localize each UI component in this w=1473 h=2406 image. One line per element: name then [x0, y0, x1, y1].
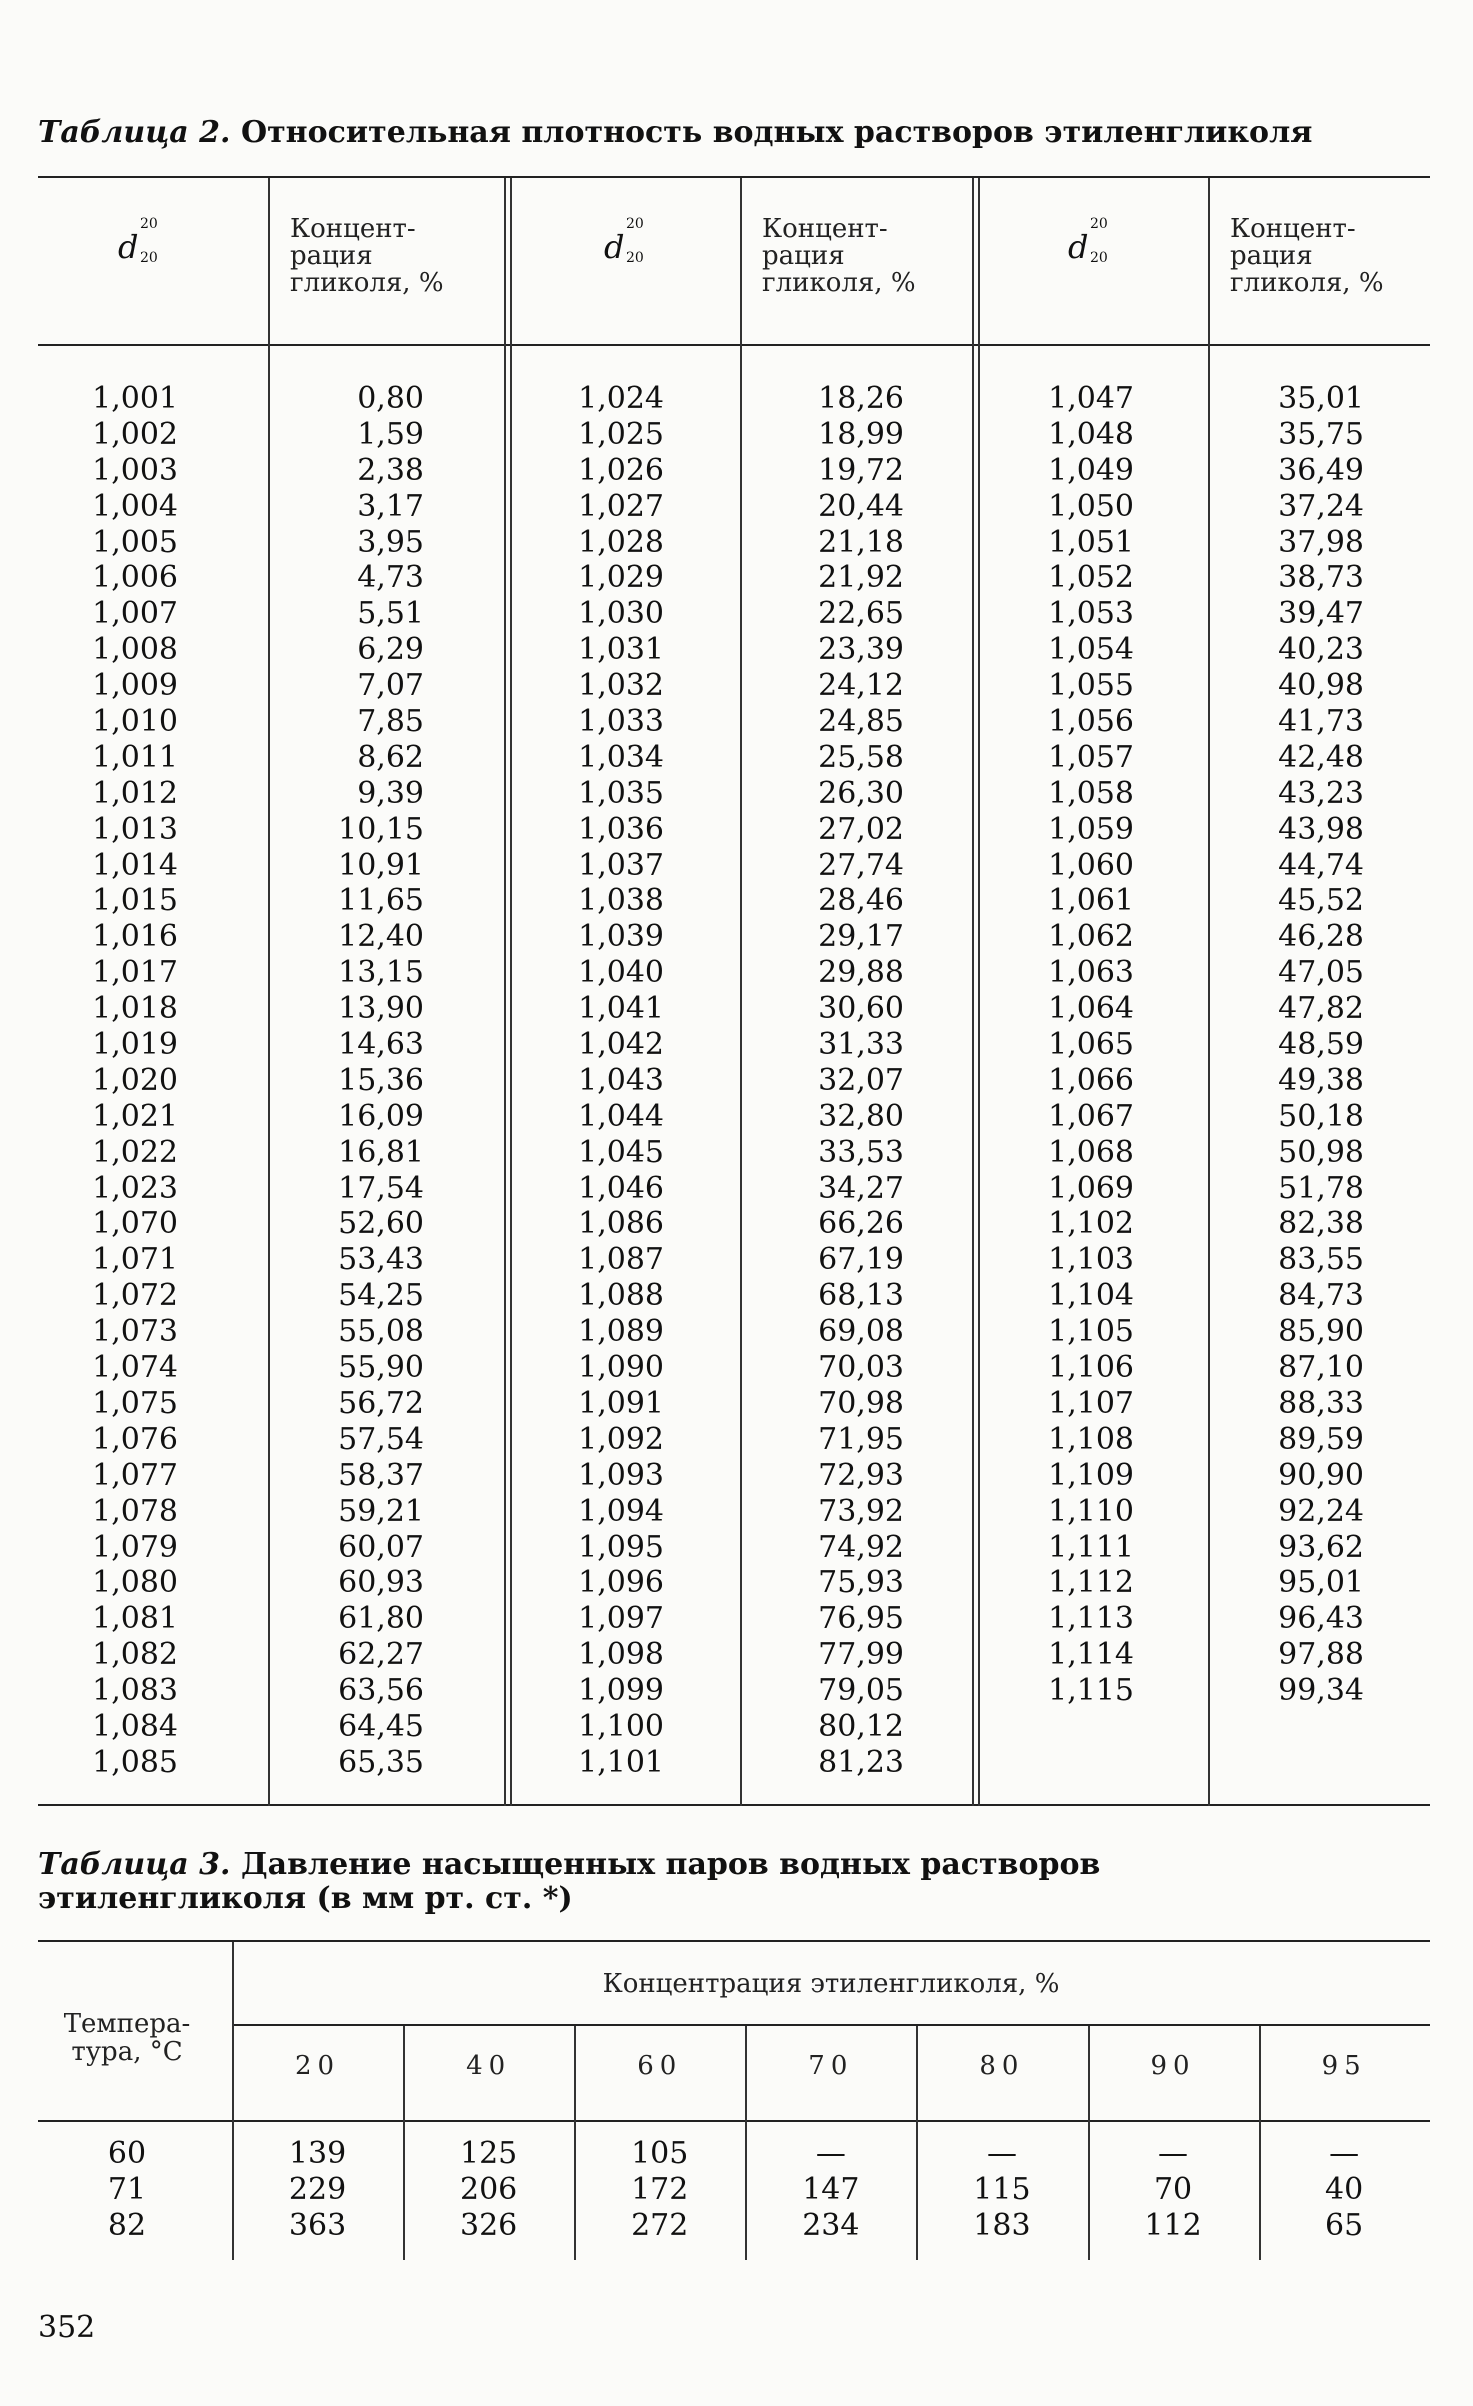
table-cell: 3,17	[357, 488, 424, 524]
table2-top-rule	[38, 176, 1430, 178]
pressure-cell: 105	[631, 2136, 689, 2171]
concentration-subheader: 40	[466, 2051, 512, 2081]
table-cell: 1,084	[92, 1708, 178, 1744]
table-cell: 56,72	[338, 1385, 424, 1421]
table-cell: 1,098	[578, 1637, 664, 1673]
table-cell: 1,063	[1048, 955, 1134, 991]
table2-caption-text: Относительная плотность водных растворов этиленгликоля	[240, 115, 1313, 150]
table-cell: 64,45	[338, 1708, 424, 1744]
table-cell: 71,95	[818, 1421, 904, 1457]
table-cell: 6,29	[357, 632, 424, 668]
table-cell: 1,106	[1048, 1350, 1134, 1386]
density-column	[538, 381, 664, 1781]
table-cell: 24,12	[818, 668, 904, 704]
density-header: d 20 20	[604, 216, 644, 266]
table-cell: 1,060	[1048, 847, 1134, 883]
table-cell: 13,15	[338, 955, 424, 991]
table-cell: 1,097	[578, 1601, 664, 1637]
pressure-cell: 65	[1325, 2208, 1364, 2243]
table-cell: 1,041	[578, 991, 664, 1027]
table-cell: 1,020	[92, 1062, 178, 1098]
table2-caption	[38, 116, 1438, 150]
table-cell: 1,086	[578, 1206, 664, 1242]
table-cell: 1,087	[578, 1242, 664, 1278]
table-cell: 1,039	[578, 919, 664, 955]
pressure-cell: 326	[460, 2208, 518, 2243]
table-cell: 82,38	[1278, 1206, 1364, 1242]
table-cell: 18,99	[818, 416, 904, 452]
table-cell: 16,81	[338, 1134, 424, 1170]
table-cell: 70,03	[818, 1350, 904, 1386]
table3-header-rule	[38, 2120, 1430, 2122]
table2-divider	[740, 178, 742, 1806]
table-cell: 20,44	[818, 488, 904, 524]
table-cell: 21,18	[818, 524, 904, 560]
table-cell: 1,029	[578, 560, 664, 596]
table-cell: 87,10	[1278, 1350, 1364, 1386]
table-cell: 55,08	[338, 1314, 424, 1350]
temperature-header: Темпера- тура, °С	[63, 2009, 191, 2067]
table-cell: 80,12	[818, 1708, 904, 1744]
table-cell: 28,46	[818, 883, 904, 919]
concentration-header: Концент- рация гликоля, %	[762, 214, 916, 298]
table-cell: 60,07	[338, 1529, 424, 1565]
pressure-cell: 139	[288, 2136, 347, 2171]
pressure-cell: 272	[631, 2208, 689, 2243]
table-cell: 55,90	[338, 1350, 424, 1386]
table-cell: 4,73	[357, 560, 424, 596]
table-cell: 1,053	[1048, 596, 1134, 632]
table-cell: 1,013	[92, 811, 178, 847]
table-cell: 29,88	[818, 955, 904, 991]
table-cell: 18,26	[818, 381, 904, 416]
table-cell: 79,05	[818, 1673, 904, 1709]
table-cell: 72,93	[818, 1457, 904, 1493]
table-cell: 1,073	[92, 1314, 178, 1350]
table-cell: 14,63	[338, 1027, 424, 1063]
table2-header-rule	[38, 344, 1430, 346]
table-cell: 1,059	[1048, 811, 1134, 847]
concentration-subheader: 20	[295, 2051, 341, 2081]
concentration-column	[298, 381, 424, 1781]
table-cell: 40,98	[1278, 668, 1364, 704]
density-header: d 20 20	[118, 216, 158, 266]
table-cell: 37,24	[1278, 488, 1364, 524]
table-cell: 1,008	[92, 632, 178, 668]
table-cell: 1,010	[92, 704, 178, 740]
table-cell: 1,031	[578, 632, 664, 668]
table2-double-divider	[504, 178, 512, 1806]
table-cell: 1,091	[578, 1385, 664, 1421]
concentration-column	[778, 381, 904, 1781]
temperature-cell: 82	[107, 2208, 147, 2243]
table-cell: 33,53	[818, 1134, 904, 1170]
table-cell: 1,035	[578, 775, 664, 811]
table-cell: 36,49	[1278, 452, 1364, 488]
table-cell: 1,100	[578, 1708, 664, 1744]
table3-caption-line2: этиленгликоля (в мм рт. ст. *)	[38, 1881, 573, 1916]
table-cell: 9,39	[357, 775, 424, 811]
vapor-pressure-table	[38, 1940, 1430, 2260]
table-cell: 95,01	[1278, 1565, 1364, 1601]
table-cell: 1,009	[92, 668, 178, 704]
density-column	[58, 381, 178, 1781]
table3-caption	[38, 1848, 1198, 1916]
table-cell: 88,33	[1278, 1385, 1364, 1421]
table-cell: 1,003	[92, 452, 178, 488]
table-cell: 1,027	[578, 488, 664, 524]
table-cell: 1,114	[1048, 1637, 1134, 1673]
table-cell: 77,99	[818, 1637, 904, 1673]
table-cell: 46,28	[1278, 919, 1364, 955]
table-cell: 1,089	[578, 1314, 664, 1350]
table-cell: 12,40	[338, 919, 424, 955]
table-cell: 1,004	[92, 488, 178, 524]
table-cell: 1,033	[578, 704, 664, 740]
table-cell: 57,54	[338, 1421, 424, 1457]
table-cell: 1,017	[92, 955, 178, 991]
table-cell: 62,27	[338, 1637, 424, 1673]
table3-top-rule	[38, 1940, 1430, 1942]
table-cell: 1,080	[92, 1565, 178, 1601]
density-table	[38, 176, 1430, 1806]
table-cell: 1,037	[578, 847, 664, 883]
table-cell: 13,90	[338, 991, 424, 1027]
table3-subheader-rule	[232, 2024, 1430, 2026]
table-cell: 1,002	[92, 416, 178, 452]
table-cell: 24,85	[818, 704, 904, 740]
density-header: d 20 20	[1068, 216, 1108, 266]
table-cell: 61,80	[338, 1601, 424, 1637]
table-cell: 1,085	[92, 1744, 178, 1780]
table-cell: 1,109	[1048, 1457, 1134, 1493]
table-cell: 1,112	[1048, 1565, 1134, 1601]
table-cell: 53,43	[338, 1242, 424, 1278]
table-cell: 32,07	[818, 1062, 904, 1098]
table2-divider	[268, 178, 270, 1806]
table-cell: 1,023	[92, 1170, 178, 1206]
table-cell: 1,065	[1048, 1027, 1134, 1063]
table-cell: 54,25	[338, 1278, 424, 1314]
table-cell: 38,73	[1278, 560, 1364, 596]
pressure-cell: 40	[1325, 2172, 1364, 2207]
table-cell: 1,049	[1048, 452, 1134, 488]
table-cell: 1,104	[1048, 1278, 1134, 1314]
table-cell: 1,056	[1048, 704, 1134, 740]
table-cell: 16,09	[338, 1098, 424, 1134]
table-cell: 67,19	[818, 1242, 904, 1278]
table-cell: 1,019	[92, 1027, 178, 1063]
table-cell: 74,92	[818, 1529, 904, 1565]
table-cell: 83,55	[1278, 1242, 1364, 1278]
table-cell: 1,108	[1048, 1421, 1134, 1457]
table2-divider	[1208, 178, 1210, 1806]
density-column	[1008, 381, 1134, 1709]
concentration-header: Концент- рация гликоля, %	[290, 214, 444, 298]
table-cell: 45,52	[1278, 883, 1364, 919]
table-cell: 1,095	[578, 1529, 664, 1565]
pressure-cell: 112	[1144, 2208, 1202, 2243]
table-cell: 89,59	[1278, 1421, 1364, 1457]
table-cell: 1,113	[1048, 1601, 1134, 1637]
table-cell: 1,105	[1048, 1314, 1134, 1350]
table-cell: 1,107	[1048, 1385, 1134, 1421]
table-cell: 75,93	[818, 1565, 904, 1601]
table-cell: 1,083	[92, 1673, 178, 1709]
table-cell: 11,65	[338, 883, 424, 919]
table-cell: 43,98	[1278, 811, 1364, 847]
temperature-cell: 71	[107, 2172, 147, 2207]
table-cell: 1,099	[578, 1673, 664, 1709]
table-cell: 1,078	[92, 1493, 178, 1529]
table-cell: 1,070	[92, 1206, 178, 1242]
table-cell: 5,51	[357, 596, 424, 632]
table-cell: 1,064	[1048, 991, 1134, 1027]
table-cell: 66,26	[818, 1206, 904, 1242]
table-cell: 15,36	[338, 1062, 424, 1098]
table-cell: 1,001	[92, 381, 178, 416]
table-cell: 68,13	[818, 1278, 904, 1314]
pressure-cell: 206	[460, 2172, 518, 2207]
table-cell: 40,23	[1278, 632, 1364, 668]
table-cell: 49,38	[1278, 1062, 1364, 1098]
table-cell: 29,17	[818, 919, 904, 955]
table-cell: 70,98	[818, 1385, 904, 1421]
table-cell: 1,094	[578, 1493, 664, 1529]
table-cell: 59,21	[338, 1493, 424, 1529]
table-cell: 27,74	[818, 847, 904, 883]
table-cell: 35,75	[1278, 416, 1364, 452]
table-cell: 2,38	[357, 452, 424, 488]
table-cell: 1,081	[92, 1601, 178, 1637]
table-cell: 90,90	[1278, 1457, 1364, 1493]
table-cell: 7,85	[357, 704, 424, 740]
table-cell: 32,80	[818, 1098, 904, 1134]
temperature-cell: 60	[107, 2136, 147, 2171]
table-cell: 34,27	[818, 1170, 904, 1206]
table-cell: 76,95	[818, 1601, 904, 1637]
table-cell: 60,93	[338, 1565, 424, 1601]
table-cell: 3,95	[357, 524, 424, 560]
table-cell: 1,077	[92, 1457, 178, 1493]
table-cell: 1,079	[92, 1529, 178, 1565]
table-cell: 1,032	[578, 668, 664, 704]
concentration-subheader: 95	[1321, 2051, 1367, 2081]
table-cell: 47,82	[1278, 991, 1364, 1027]
table-cell: 1,045	[578, 1134, 664, 1170]
table-cell: 1,067	[1048, 1098, 1134, 1134]
table-cell: 1,115	[1048, 1673, 1134, 1709]
table-cell: 1,012	[92, 775, 178, 811]
table-cell: 1,028	[578, 524, 664, 560]
table-cell: 51,78	[1278, 1170, 1364, 1206]
table-cell: 1,011	[92, 739, 178, 775]
table-cell: 1,007	[92, 596, 178, 632]
concentration-column	[1238, 381, 1364, 1709]
table-cell: 1,088	[578, 1278, 664, 1314]
table-cell: 1,110	[1048, 1493, 1134, 1529]
pressure-cell: 147	[802, 2172, 860, 2207]
table-cell: 23,39	[818, 632, 904, 668]
table-cell: 30,60	[818, 991, 904, 1027]
table-cell: 1,051	[1048, 524, 1134, 560]
table-cell: 1,047	[1048, 381, 1134, 416]
table-cell: 10,91	[338, 847, 424, 883]
table-cell: 1,103	[1048, 1242, 1134, 1278]
table-cell: 35,01	[1278, 381, 1364, 416]
table-cell: 47,05	[1278, 955, 1364, 991]
table-cell: 1,014	[92, 847, 178, 883]
table-cell: 1,061	[1048, 883, 1134, 919]
pressure-cell: —	[1329, 2136, 1360, 2171]
table-cell: 1,024	[578, 381, 664, 416]
pressure-cell: —	[986, 2136, 1017, 2171]
table-cell: 1,052	[1048, 560, 1134, 596]
table-cell: 1,093	[578, 1457, 664, 1493]
table-cell: 1,042	[578, 1027, 664, 1063]
pressure-cell: 234	[802, 2208, 860, 2243]
table2-double-divider	[972, 178, 980, 1806]
table-cell: 19,72	[818, 452, 904, 488]
concentration-subheader: 80	[979, 2051, 1025, 2081]
table-cell: 1,069	[1048, 1170, 1134, 1206]
table-cell: 1,072	[92, 1278, 178, 1314]
table-cell: 1,092	[578, 1421, 664, 1457]
table-cell: 1,043	[578, 1062, 664, 1098]
table-cell: 48,59	[1278, 1027, 1364, 1063]
table-cell: 99,34	[1278, 1673, 1364, 1709]
table-cell: 26,30	[818, 775, 904, 811]
table-cell: 1,058	[1048, 775, 1134, 811]
table-cell: 1,076	[92, 1421, 178, 1457]
table-cell: 1,055	[1048, 668, 1134, 704]
table-cell: 21,92	[818, 560, 904, 596]
pressure-cell: 229	[288, 2172, 347, 2207]
table-cell: 69,08	[818, 1314, 904, 1350]
concentration-subheader: 70	[808, 2051, 854, 2081]
table-cell: 58,37	[338, 1457, 424, 1493]
table-cell: 92,24	[1278, 1493, 1364, 1529]
table-cell: 1,048	[1048, 416, 1134, 452]
table-cell: 1,082	[92, 1637, 178, 1673]
table-cell: 1,090	[578, 1350, 664, 1386]
table-cell: 1,025	[578, 416, 664, 452]
table3-caption-label: Таблица 3.	[38, 1847, 231, 1882]
pressure-cell: —	[1158, 2136, 1189, 2171]
table-cell: 1,074	[92, 1350, 178, 1386]
table-cell: 85,90	[1278, 1314, 1364, 1350]
table-cell: 10,15	[338, 811, 424, 847]
table-cell: 1,062	[1048, 919, 1134, 955]
table-cell: 0,80	[357, 381, 424, 416]
table-cell: 1,044	[578, 1098, 664, 1134]
table-cell: 7,07	[357, 668, 424, 704]
table-cell: 17,54	[338, 1170, 424, 1206]
table-cell: 1,026	[578, 452, 664, 488]
pressure-cell: 363	[288, 2208, 347, 2243]
table-cell: 39,47	[1278, 596, 1364, 632]
table-cell: 8,62	[357, 739, 424, 775]
table2-bottom-rule	[38, 1804, 1430, 1806]
pressure-cell: 115	[973, 2172, 1031, 2207]
table-cell: 1,046	[578, 1170, 664, 1206]
pressure-cell: 70	[1153, 2172, 1193, 2207]
table-cell: 63,56	[338, 1673, 424, 1709]
concentration-subheader: 90	[1150, 2051, 1196, 2081]
table-cell: 1,59	[357, 416, 424, 452]
table-cell: 42,48	[1278, 739, 1364, 775]
page-number: 352	[38, 2310, 96, 2345]
table-cell: 44,74	[1278, 847, 1364, 883]
table-cell: 1,075	[92, 1385, 178, 1421]
table-cell: 50,98	[1278, 1134, 1364, 1170]
table-cell: 1,050	[1048, 488, 1134, 524]
table-cell: 1,038	[578, 883, 664, 919]
table-cell: 1,015	[92, 883, 178, 919]
concentration-header: Концент- рация гликоля, %	[1230, 214, 1384, 298]
table-cell: 65,35	[338, 1744, 424, 1780]
table-cell: 1,054	[1048, 632, 1134, 668]
table-cell: 22,65	[818, 596, 904, 632]
table-cell: 1,068	[1048, 1134, 1134, 1170]
table-cell: 96,43	[1278, 1601, 1364, 1637]
table2-caption-label: Таблица 2.	[38, 115, 231, 150]
table-cell: 1,016	[92, 919, 178, 955]
table-cell: 1,096	[578, 1565, 664, 1601]
table-cell: 41,73	[1278, 704, 1364, 740]
table-cell: 81,23	[818, 1744, 904, 1780]
table-cell: 1,030	[578, 596, 664, 632]
table-cell: 97,88	[1278, 1637, 1364, 1673]
pressure-cell: 172	[631, 2172, 689, 2207]
concentration-subheader: 60	[637, 2051, 683, 2081]
table-cell: 1,101	[578, 1744, 664, 1780]
pressure-cell: 125	[460, 2136, 518, 2171]
table-cell: 31,33	[818, 1027, 904, 1063]
table-cell: 93,62	[1278, 1529, 1364, 1565]
table-cell: 50,18	[1278, 1098, 1364, 1134]
table-cell: 1,066	[1048, 1062, 1134, 1098]
table-cell: 1,005	[92, 524, 178, 560]
table-cell: 52,60	[338, 1206, 424, 1242]
table-cell: 73,92	[818, 1493, 904, 1529]
table-cell: 1,034	[578, 739, 664, 775]
table-cell: 43,23	[1278, 775, 1364, 811]
table-cell: 84,73	[1278, 1278, 1364, 1314]
concentration-group-header: Концентрация этиленгликоля, %	[602, 1969, 1060, 1999]
table-cell: 1,071	[92, 1242, 178, 1278]
table-cell: 1,040	[578, 955, 664, 991]
table-cell: 27,02	[818, 811, 904, 847]
pressure-cell: —	[815, 2136, 846, 2171]
table3-caption-line1: Давление насыщенных паров водных растворов	[240, 1847, 1101, 1882]
table-cell: 37,98	[1278, 524, 1364, 560]
table-cell: 25,58	[818, 739, 904, 775]
table-cell: 1,018	[92, 991, 178, 1027]
table-cell: 1,036	[578, 811, 664, 847]
table-cell: 1,006	[92, 560, 178, 596]
table-cell: 1,111	[1048, 1529, 1134, 1565]
pressure-cell: 183	[973, 2208, 1031, 2243]
table-cell: 1,102	[1048, 1206, 1134, 1242]
table-cell: 1,057	[1048, 739, 1134, 775]
table-cell: 1,022	[92, 1134, 178, 1170]
table-cell: 1,021	[92, 1098, 178, 1134]
